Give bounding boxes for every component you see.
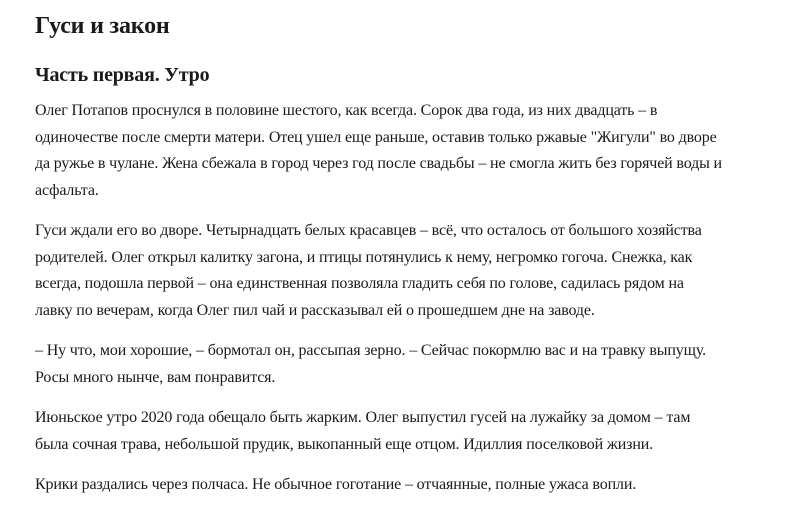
paragraph-4: Июньское утро 2020 года обещало быть жарким. Олег выпустил гусей на лужайку за домом – там была сочная трава, небольшой прудик, выкопанный еще отцом. Идиллия поселковой жизни. [35, 409, 691, 453]
article-title: Гуси и закон [35, 13, 170, 39]
paragraph-1: Олег Потапов проснулся в половине шестого, как всегда. Сорок два года, из них двадцать – в одиночестве после смерти матери. Отец ушел еще раньше, оставив только ржавые "Жигули" во дворе да ружье в чулане. Жена сбежала в город через год после свадьбы – не смогла жить без горячей воды и асфальта. [35, 102, 722, 199]
paragraph-2: Гуси ждали его во дворе. Четырнадцать белых красавцев – всё, что осталось от большого хозяйства родителей. Олег открыл калитку загона, и птицы потянулись к нему, негромко гогоча. Снежка, как всегда, подошла первой – она единственная позволяла гладить себя по голове, садилась рядом на лавку по вечерам, когда Олег пил чай и рассказывал ей о прошедшем дне на заводе. [35, 222, 702, 319]
paragraph-3: – Ну что, мои хорошие, – бормотал он, рассыпая зерно. – Сейчас покормлю вас и на травку выпущу. Росы много нынче, вам понравится. [35, 342, 706, 386]
paragraph-5: Крики раздались через полчаса. Не обычное гоготание – отчаянные, полные ужаса вопли. [35, 476, 637, 493]
article [35, 0, 725, 499]
section-title: Часть первая. Утро [35, 64, 210, 86]
